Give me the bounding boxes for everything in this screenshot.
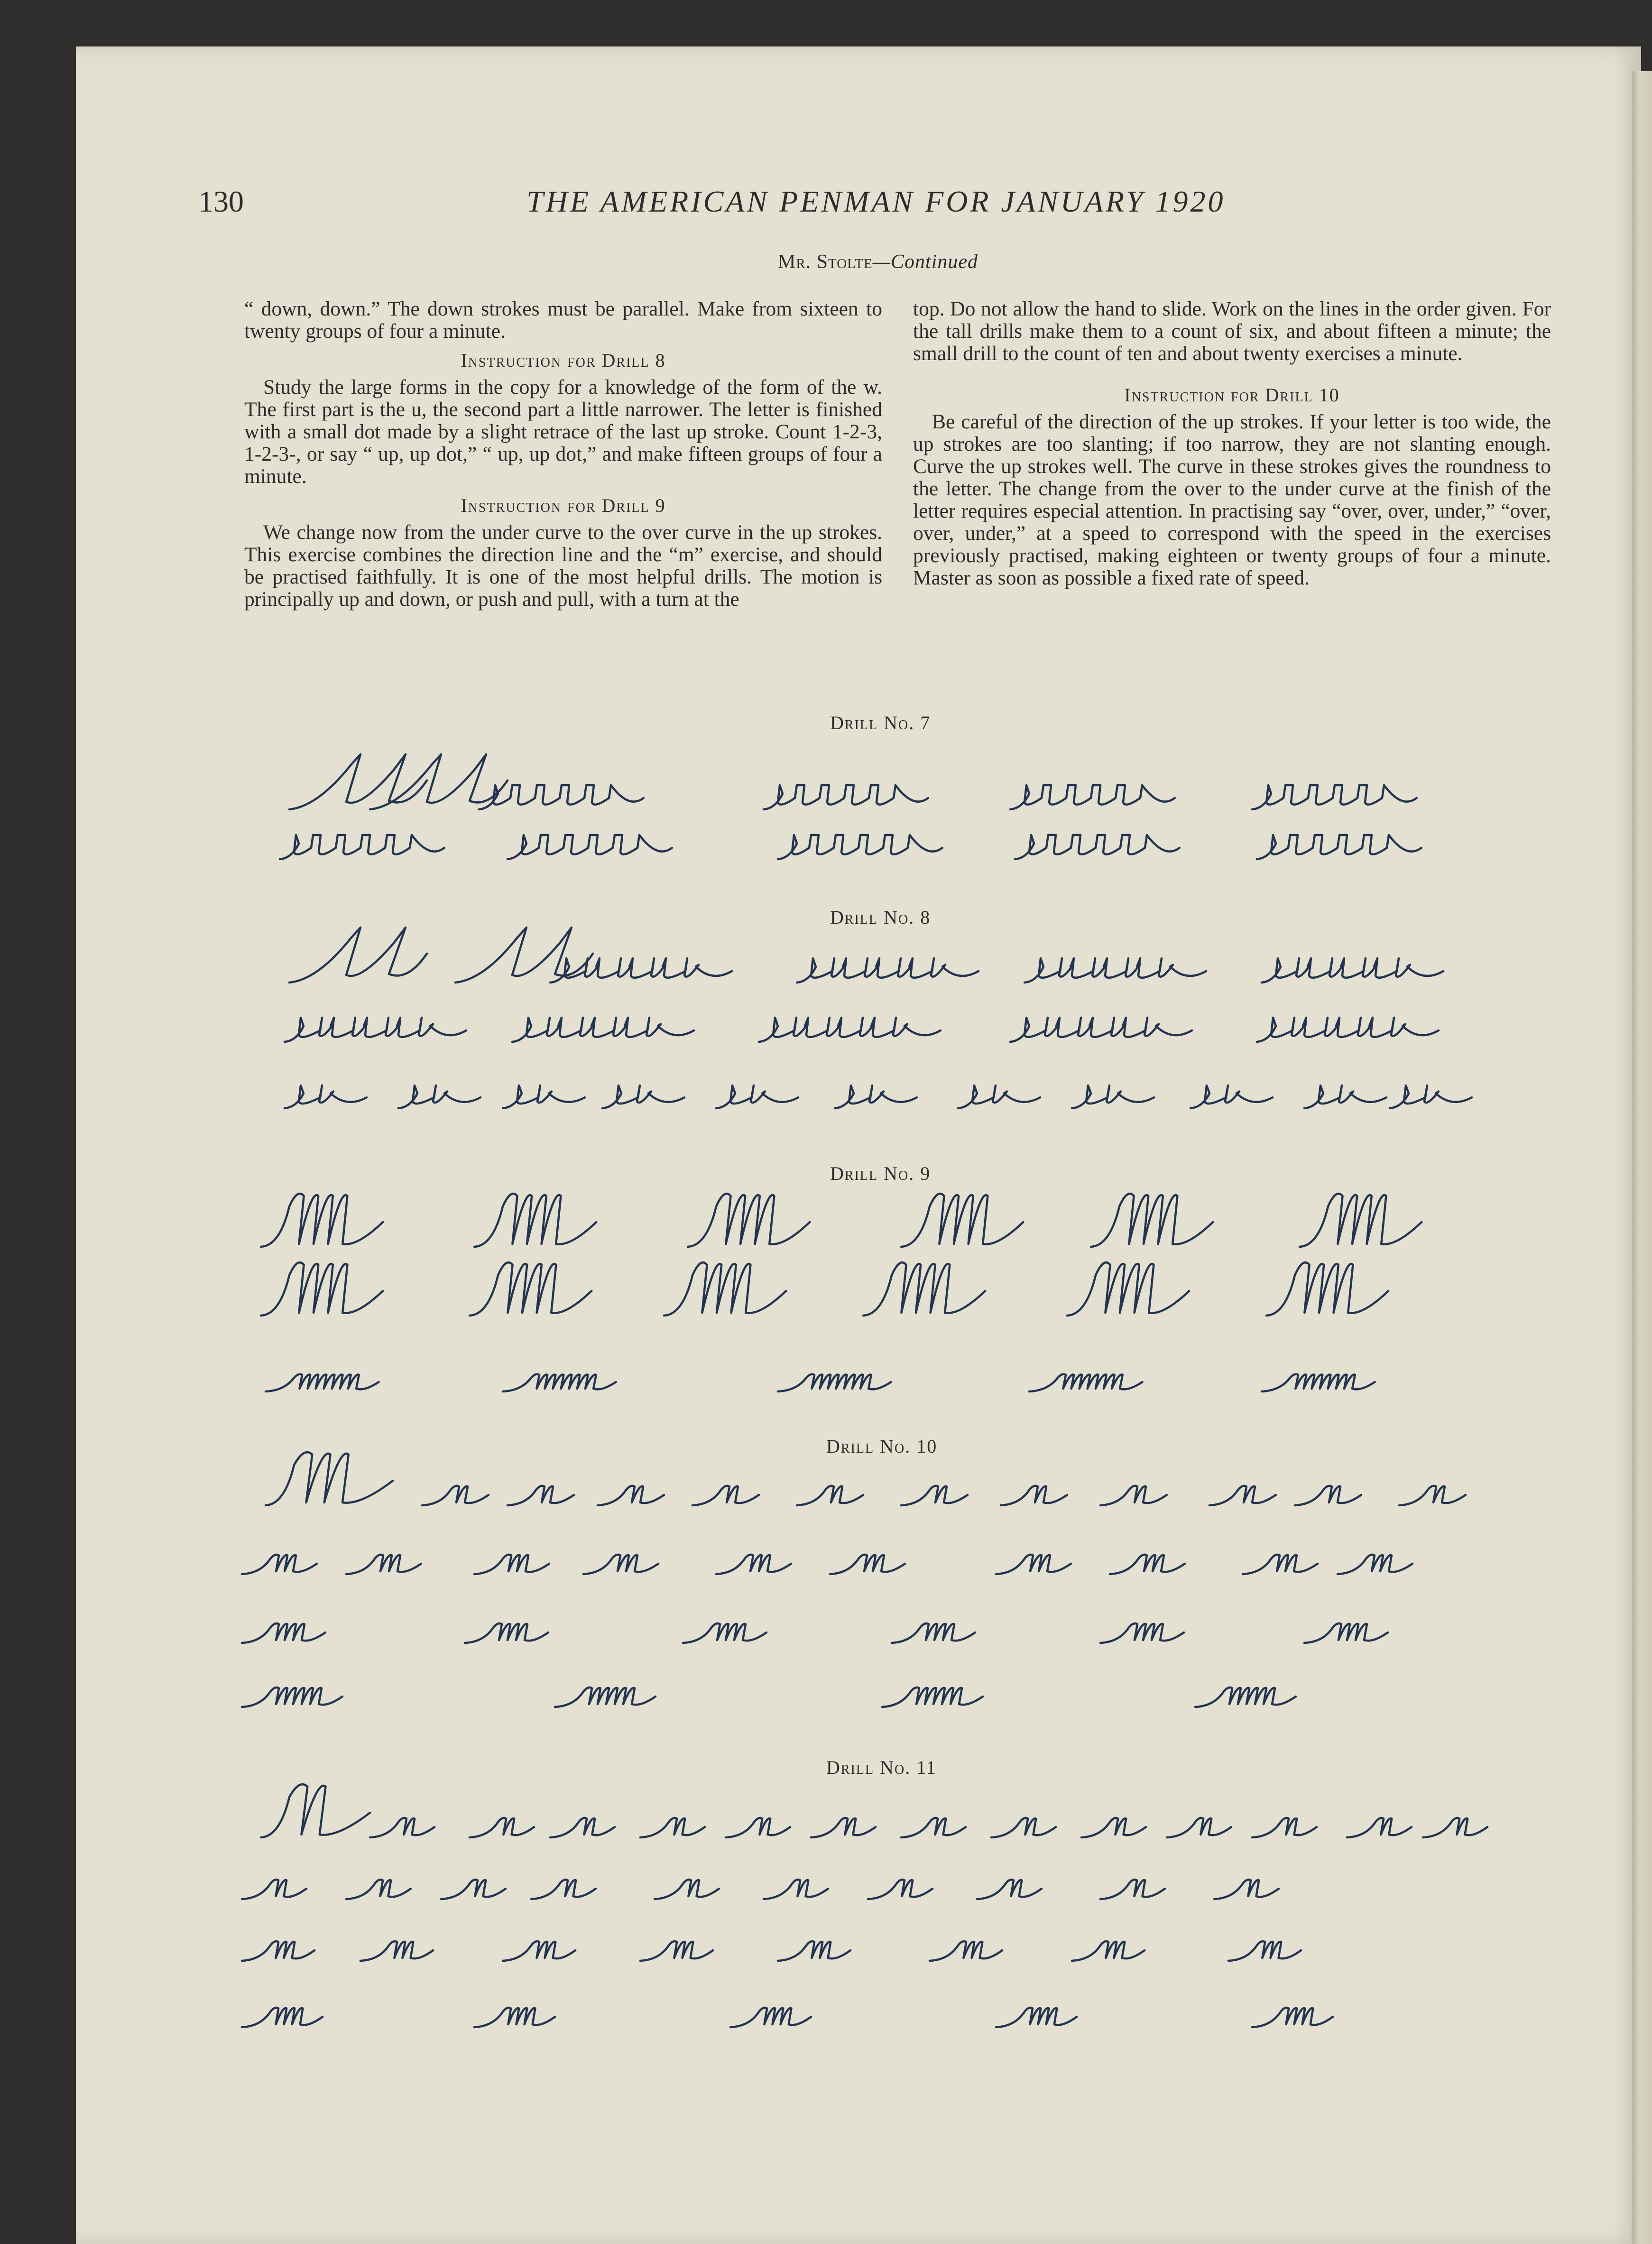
tall-exercise-group: [266, 1452, 393, 1505]
tall-exercise-group: [1228, 1941, 1301, 1961]
tall-exercise-group: [555, 1688, 655, 1707]
tall-exercise-group: [797, 1486, 863, 1505]
tall-exercise-group: [503, 1374, 616, 1391]
paragraph: “ down, down.” The down strokes must be parallel. Make from sixteen to twenty groups of four a minute.: [244, 297, 882, 343]
tall-exercise-group: [242, 1941, 314, 1961]
w-exercise-group: [512, 1018, 694, 1042]
tall-exercise-group: [1091, 1194, 1213, 1247]
tall-exercise-group: [1300, 1194, 1421, 1247]
tall-exercise-group: [531, 1880, 596, 1899]
tall-exercise-group: [1110, 1555, 1185, 1574]
w-exercise-group: [759, 1018, 941, 1042]
tall-exercise-group: [664, 1262, 786, 1316]
tall-exercise-group: [1029, 1374, 1143, 1391]
tall-exercise-group: [598, 1486, 664, 1505]
tall-exercise-group: [242, 1623, 325, 1643]
instruction-heading-drill-10: Instruction for Drill 10: [1124, 384, 1340, 406]
w-exercise-group: [958, 1085, 1040, 1108]
w-exercise-group: [503, 1085, 585, 1108]
u-exercise-group: [1015, 835, 1180, 859]
tall-exercise-group: [266, 1374, 379, 1391]
tall-exercise-group: [1209, 1486, 1276, 1505]
tall-exercise-group: [1252, 1818, 1317, 1837]
tall-exercise-group: [991, 1818, 1056, 1837]
u-exercise-group: [778, 835, 942, 859]
paragraph: We change now from the under curve to the over curve in the up strokes. This exercise combines the direction line and the “m” exercise, and should be practised faithfully. It is one of the most helpful drills. The motion is principally up and down, or push and pull, with a turn at the: [244, 521, 882, 611]
tall-exercise-group: [692, 1486, 759, 1505]
drill-7-title: Drill No. 7: [830, 712, 931, 733]
tall-exercise-group: [930, 1941, 1002, 1961]
tall-exercise-group: [1100, 1623, 1184, 1643]
instruction-heading-drill-8: Instruction for Drill 8: [461, 350, 666, 371]
tall-exercise-group: [996, 2008, 1077, 2027]
u-exercise-group: [1257, 835, 1421, 859]
tall-exercise-group: [346, 1880, 411, 1899]
tall-exercise-group: [1243, 1555, 1318, 1574]
capital-u-model: [289, 754, 427, 809]
w-exercise-group: [835, 1085, 917, 1108]
tall-exercise-group: [261, 1194, 383, 1247]
tall-exercise-group: [242, 1555, 317, 1574]
tall-exercise-group: [346, 1555, 421, 1574]
tall-exercise-group: [1347, 1818, 1412, 1837]
tall-exercise-group: [640, 1941, 713, 1961]
paragraph: Be careful of the direction of the up strokes. If your letter is too wide, the up strokes are too slanting; if too narrow, they are not slanting enough. Curve the up strokes well. The curve in these strokes gives the roundness to the letter. The change from the over to the under curve at the finish of the letter requires especial attention. In practising say “over, over, under,” “over, over, under,” at a speed to correspond with the speed in the exercises previously practised, making eighteen or twenty groups of four a minute. Master as soon as possible a fixed rate of speed.: [913, 410, 1551, 589]
tall-exercise-group: [1167, 1818, 1231, 1837]
tall-exercise-group: [764, 1880, 828, 1899]
capital-w-model: [289, 927, 427, 983]
capital-w-model: [455, 927, 593, 983]
tall-exercise-group: [503, 1941, 575, 1961]
tall-exercise-group: [996, 1555, 1071, 1574]
tall-exercise-group: [778, 1374, 891, 1391]
tall-exercise-group: [1067, 1262, 1189, 1316]
tall-exercise-group: [465, 1623, 548, 1643]
w-exercise-group: [1304, 1085, 1386, 1108]
paragraph: top. Do not allow the hand to slide. Work on the lines in the order given. For the tall drills make them to a count of six, and about fifteen a minute; the small drill to the count of ten and about twenty exercises a minute.: [913, 297, 1551, 365]
tall-exercise-group: [882, 1688, 983, 1707]
tall-exercise-group: [1338, 1555, 1412, 1574]
tall-exercise-group: [470, 1818, 534, 1837]
tall-exercise-group: [1423, 1818, 1487, 1837]
drill-9-title: Drill No. 9: [830, 1163, 931, 1184]
tall-exercise-group: [583, 1555, 658, 1574]
tall-exercise-group: [441, 1880, 506, 1899]
w-exercise-group: [1257, 1018, 1439, 1042]
tall-exercise-group: [261, 1262, 383, 1316]
tall-exercise-group: [863, 1262, 985, 1316]
tall-exercise-group: [1100, 1486, 1167, 1505]
tall-exercise-group: [688, 1194, 810, 1247]
u-exercise-group: [508, 835, 672, 859]
tall-exercise-group: [360, 1941, 433, 1961]
w-exercise-group: [602, 1085, 684, 1108]
tall-exercise-group: [1252, 2008, 1333, 2027]
tall-exercise-group: [1081, 1818, 1146, 1837]
section-suffix: —Continued: [872, 251, 978, 273]
tall-exercise-group: [261, 1784, 370, 1837]
tall-exercise-group: [1214, 1880, 1279, 1899]
w-exercise-group: [797, 958, 978, 983]
tall-exercise-group: [1001, 1486, 1067, 1505]
tall-exercise-group: [508, 1486, 574, 1505]
tall-exercise-group: [655, 1880, 719, 1899]
tall-exercise-group: [892, 1623, 975, 1643]
w-exercise-group: [398, 1085, 480, 1108]
tall-exercise-group: [1266, 1262, 1388, 1316]
tall-exercise-group: [1072, 1941, 1144, 1961]
w-exercise-group: [1262, 958, 1443, 983]
page-number: 130: [198, 185, 244, 218]
u-exercise-group: [1252, 785, 1417, 809]
tall-exercise-group: [474, 1194, 596, 1247]
tall-exercise-group: [474, 1555, 549, 1574]
tall-exercise-group: [1295, 1486, 1361, 1505]
tall-exercise-group: [730, 2008, 811, 2027]
tall-exercise-group: [868, 1880, 932, 1899]
u-exercise-group: [280, 835, 444, 859]
tall-exercise-group: [640, 1818, 705, 1837]
running-title: THE AMERICAN PENMAN FOR JANUARY 1920: [526, 185, 1226, 218]
tall-exercise-group: [242, 1880, 306, 1899]
tall-exercise-group: [370, 1818, 434, 1837]
tall-exercise-group: [422, 1486, 489, 1505]
tall-exercise-group: [683, 1623, 766, 1643]
paragraph: Study the large forms in the copy for a knowledge of the form of the w. The first part is the u, the second part a little narrower. The letter is finished with a small dot made by a slight retrace of the last up stroke. Count 1-2-3, 1-2-3-, or say “ up, up dot,” “ up, up dot,” and make fifteen groups of four a minute.: [244, 376, 882, 488]
w-exercise-group: [1024, 958, 1206, 983]
tall-exercise-group: [778, 1941, 850, 1961]
tall-exercise-group: [1304, 1623, 1388, 1643]
tall-exercise-group: [470, 1262, 591, 1316]
tall-exercise-group: [1262, 1374, 1375, 1391]
w-exercise-group: [1390, 1085, 1472, 1108]
drill-8-title: Drill No. 8: [830, 907, 931, 928]
u-exercise-group: [764, 785, 928, 809]
tall-exercise-group: [716, 1555, 791, 1574]
w-exercise-group: [1191, 1085, 1273, 1108]
tall-exercise-group: [1100, 1880, 1165, 1899]
tall-exercise-group: [901, 1818, 966, 1837]
tall-exercise-group: [901, 1486, 968, 1505]
tall-exercise-group: [901, 1194, 1023, 1247]
tall-exercise-group: [830, 1555, 905, 1574]
w-exercise-group: [716, 1085, 798, 1108]
tall-exercise-group: [977, 1880, 1042, 1899]
tall-exercise-group: [1399, 1486, 1466, 1505]
tall-exercise-group: [550, 1818, 615, 1837]
drill-10-title: Drill No. 10: [826, 1436, 938, 1457]
section-name: Mr. Stolte: [778, 251, 873, 273]
w-exercise-group: [285, 1085, 367, 1108]
u-exercise-group: [1010, 785, 1175, 809]
w-exercise-group: [285, 1018, 466, 1042]
tall-exercise-group: [242, 1688, 342, 1707]
tall-exercise-group: [811, 1818, 876, 1837]
tall-exercise-group: [242, 2008, 323, 2027]
w-exercise-group: [1072, 1085, 1154, 1108]
instruction-heading-drill-9: Instruction for Drill 9: [461, 495, 666, 516]
drill-11-title: Drill No. 11: [826, 1757, 937, 1778]
w-exercise-group: [1010, 1018, 1192, 1042]
tall-exercise-group: [1195, 1688, 1296, 1707]
tall-exercise-group: [474, 2008, 555, 2027]
u-exercise-group: [479, 785, 644, 809]
tall-exercise-group: [726, 1818, 790, 1837]
